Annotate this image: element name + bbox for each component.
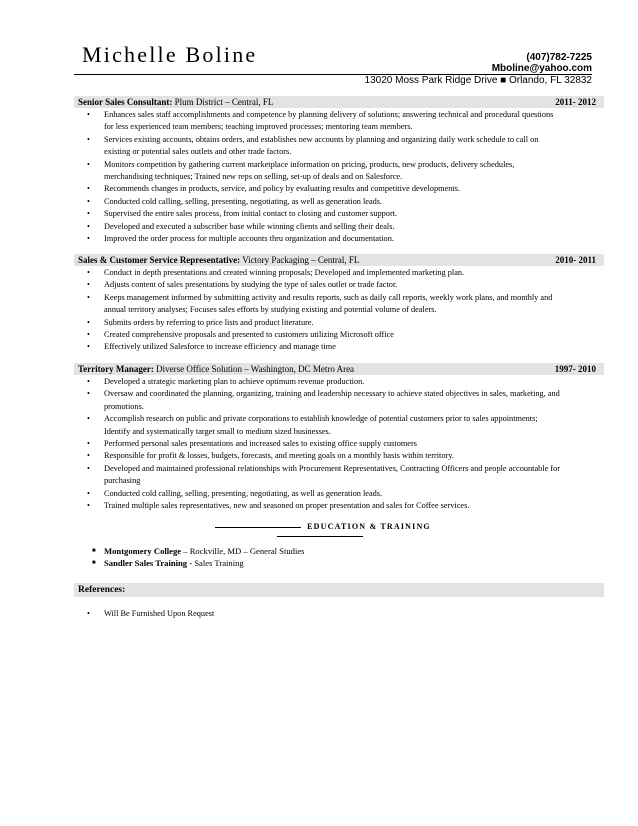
- list-item: • Enhances sales staff accomplishments and competence by planning delivery of solutions; answering technical and procedural questions for less experienced team members; teaching improved processes; mentoring team members.: [82, 109, 562, 134]
- job-header: [74, 96, 604, 108]
- school-name: Montgomery College: [104, 546, 182, 556]
- education-list: [92, 545, 305, 569]
- education-heading: [170, 522, 470, 540]
- list-item: • Performed personal sales presentations and increased sales to existing office supply customers: [82, 438, 562, 450]
- list-item: • Monitors competition by gathering current marketplace information on pricing, products, new products, delivery schedules, merchandising techniques; Trained new reps on selling, set-up of deals and on Salesforce.: [82, 159, 562, 184]
- job-bullets: [82, 109, 562, 245]
- list-item: • Submits orders by referring to price lists and product literature.: [82, 317, 562, 329]
- job-role: Senior Sales Consultant:: [78, 97, 173, 107]
- list-item: • Supervised the entire sales process, from initial contact to closing and customer support.: [82, 208, 562, 220]
- school-name: Sandler Sales Training: [104, 558, 188, 568]
- list-item: • Adjusts content of sales presentations by studying the type of sales outlet or trade factor.: [82, 279, 562, 291]
- references-heading: References:: [74, 583, 604, 597]
- job-company: Plum District – Central, FL: [172, 97, 274, 107]
- list-item: • Conducted cold calling, selling, presenting, negotiating, as well as generation leads.: [82, 196, 562, 208]
- job-dates: 2011- 2012: [555, 97, 596, 107]
- list-item: • Trained multiple sales representatives, new and seasoned on proper presentation and sales for Coffee services.: [82, 500, 562, 512]
- list-item: • Responsible for profit & losses, budgets, forecasts, and meeting goals on a monthly basis within territory.: [82, 450, 562, 462]
- job-bullets: [82, 376, 562, 512]
- heading-rule-left: [215, 527, 301, 528]
- list-item: [92, 545, 305, 557]
- candidate-name: Michelle Boline: [82, 42, 258, 67]
- job-dates: 1997- 2010: [554, 364, 596, 374]
- list-item: • Accomplish research on public and private corporations to establish knowledge of potential customers prior to sales appointments; Identify and systematically target small to medium sized businesses.: [82, 413, 562, 438]
- list-item: • Developed and executed a subscriber base while winning clients and selling their deals.: [82, 221, 562, 233]
- list-item: • Developed a strategic marketing plan to achieve optimum revenue production.: [82, 376, 562, 388]
- list-item: • Conducted cold calling, selling, presenting, negotiating, as well as generation leads.: [82, 488, 562, 500]
- job-role: Sales & Customer Service Representative:: [78, 255, 241, 265]
- school-detail: - Sales Training: [187, 558, 244, 568]
- email-address: Mboline@yahoo.com: [491, 63, 592, 74]
- list-item: • Effectively utilized Salesforce to increase efficiency and manage time: [82, 341, 562, 353]
- job-company: Victory Packaging – Central, FL: [240, 255, 360, 265]
- list-item: • Will Be Furnished Upon Request: [82, 608, 214, 620]
- list-item: • Developed and maintained professional relationships with Procurement Representatives, Contracting Officers and people accountable for purchasing: [82, 463, 562, 488]
- mailing-address: 13020 Moss Park Ridge Drive ■ Orlando, FL 32832: [364, 75, 592, 86]
- references-list: [82, 608, 214, 620]
- school-detail: – Rockville, MD – General Studies: [181, 546, 305, 556]
- list-item: • Oversaw and coordinated the planning, organizing, training and leadership necessary to achieve stated objectives in sales, marketing, and promotions.: [82, 388, 562, 413]
- list-item: • Services existing accounts, obtains orders, and establishes new accounts by planning and organizing daily work schedule to call on existing or potential sales outlets and other trade factors.: [82, 134, 562, 159]
- job-role: Territory Manager:: [78, 364, 154, 374]
- heading-rule-right: [277, 536, 363, 537]
- job-header: [74, 254, 604, 266]
- list-item: • Created comprehensive proposals and presented to customers utilizing Microsoft office: [82, 329, 562, 341]
- list-item: • Keeps management informed by submitting activity and results reports, such as daily call reports, weekly work plans, and monthly and annual territory analyses; Focuses sales efforts by studying existing and potential volume of dealers.: [82, 292, 562, 317]
- phone-number: (407)782-7225: [526, 52, 592, 63]
- job-company: Diverse Office Solution – Washington, DC Metro Area: [153, 364, 355, 374]
- job-header: [74, 363, 604, 375]
- education-heading-text: EDUCATION & TRAINING: [307, 522, 431, 531]
- list-item: • Recommends changes in products, service, and policy by evaluating results and competitive developments.: [82, 183, 562, 195]
- job-bullets: [82, 267, 562, 354]
- list-item: [92, 557, 305, 569]
- list-item: • Improved the order process for multiple accounts thru organization and documentation.: [82, 233, 562, 245]
- job-dates: 2010- 2011: [555, 255, 596, 265]
- list-item: • Conduct in depth presentations and created winning proposals; Developed and implemented marketing plan.: [82, 267, 562, 279]
